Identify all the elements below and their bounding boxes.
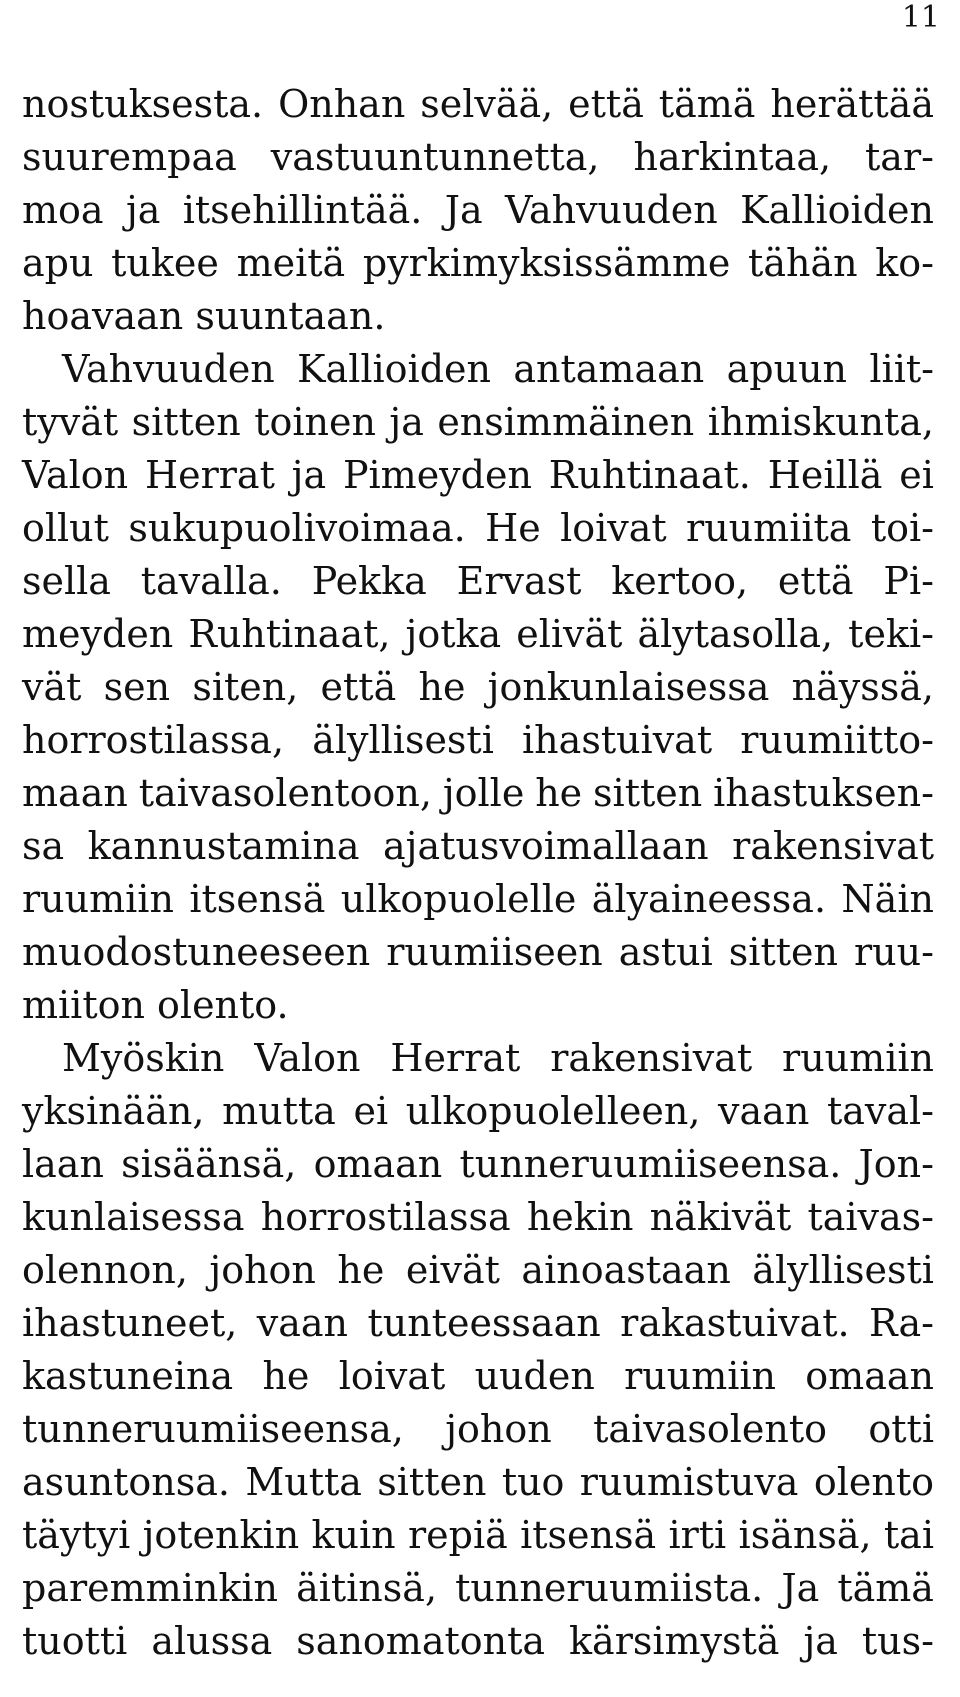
body-text [22,78,934,1668]
text-line: yksinään, mutta ei ulkopuolelleen, vaan taval- [22,1089,934,1133]
text-line: asuntonsa. Mutta sitten tuo ruumistuva olento [22,1460,934,1504]
text-line: sella tavalla. Pekka Ervast kertoo, että Pi- [22,559,934,603]
text-line: Vahvuuden Kallioiden antamaan apuun liit- [62,347,934,391]
paragraph [22,78,934,343]
text-line: olennon, johon he eivät ainoastaan älyllisesti [22,1248,934,1292]
text-line: muodostuneeseen ruumiiseen astui sitten ruu- [22,930,934,974]
text-line: Myöskin Valon Herrat rakensivat ruumiin [62,1036,934,1080]
text-line: horrostilassa, älyllisesti ihastuivat ruumiitto- [22,718,934,762]
text-line: tyvät sitten toinen ja ensimmäinen ihmiskunta, [22,400,934,444]
text-line: apu tukee meitä pyrkimyksissämme tähän ko- [22,241,934,285]
text-line: täytyi jotenkin kuin repiä itsensä irti isänsä, tai [22,1513,934,1557]
text-line: meyden Ruhtinaat, jotka elivät älytasolla, teki- [22,612,934,656]
text-line: kastuneina he loivat uuden ruumiin omaan [22,1354,934,1398]
text-line: nostuksesta. Onhan selvää, että tämä herättää [22,82,934,126]
text-line: ruumiin itsensä ulkopuolelle älyaineessa. Näin [22,877,934,921]
text-line: miiton olento. [22,983,289,1027]
text-line: Valon Herrat ja Pimeyden Ruhtinaat. Heillä ei [22,453,934,497]
text-line: paremminkin äitinsä, tunneruumiista. Ja tämä [22,1566,934,1610]
text-line: maan taivasolentoon, jolle he sitten ihastuksen- [22,771,934,815]
text-line: ollut sukupuolivoimaa. He loivat ruumiita toi- [22,506,934,550]
page-number: 11 [901,0,940,35]
text-line: sa kannustamina ajatusvoimallaan rakensivat [22,824,934,868]
text-line: laan sisäänsä, omaan tunneruumiiseensa. Jon- [22,1142,934,1186]
text-line: vät sen siten, että he jonkunlaisessa näyssä, [22,665,934,709]
text-line: suurempaa vastuuntunnetta, harkintaa, tar- [22,135,934,179]
text-line: tuotti alussa sanomatonta kärsimystä ja tus- [22,1619,934,1663]
text-line: ihastuneet, vaan tunteessaan rakastuivat. Ra- [22,1301,934,1345]
text-line: moa ja itsehillintää. Ja Vahvuuden Kallioiden [22,188,934,232]
text-line: hoavaan suuntaan. [22,294,386,338]
text-line: kunlaisessa horrostilassa hekin näkivät taivas- [22,1195,934,1239]
paragraph [22,1032,934,1668]
paragraph [22,343,934,1032]
text-line: tunneruumiiseensa, johon taivasolento otti [22,1407,934,1451]
